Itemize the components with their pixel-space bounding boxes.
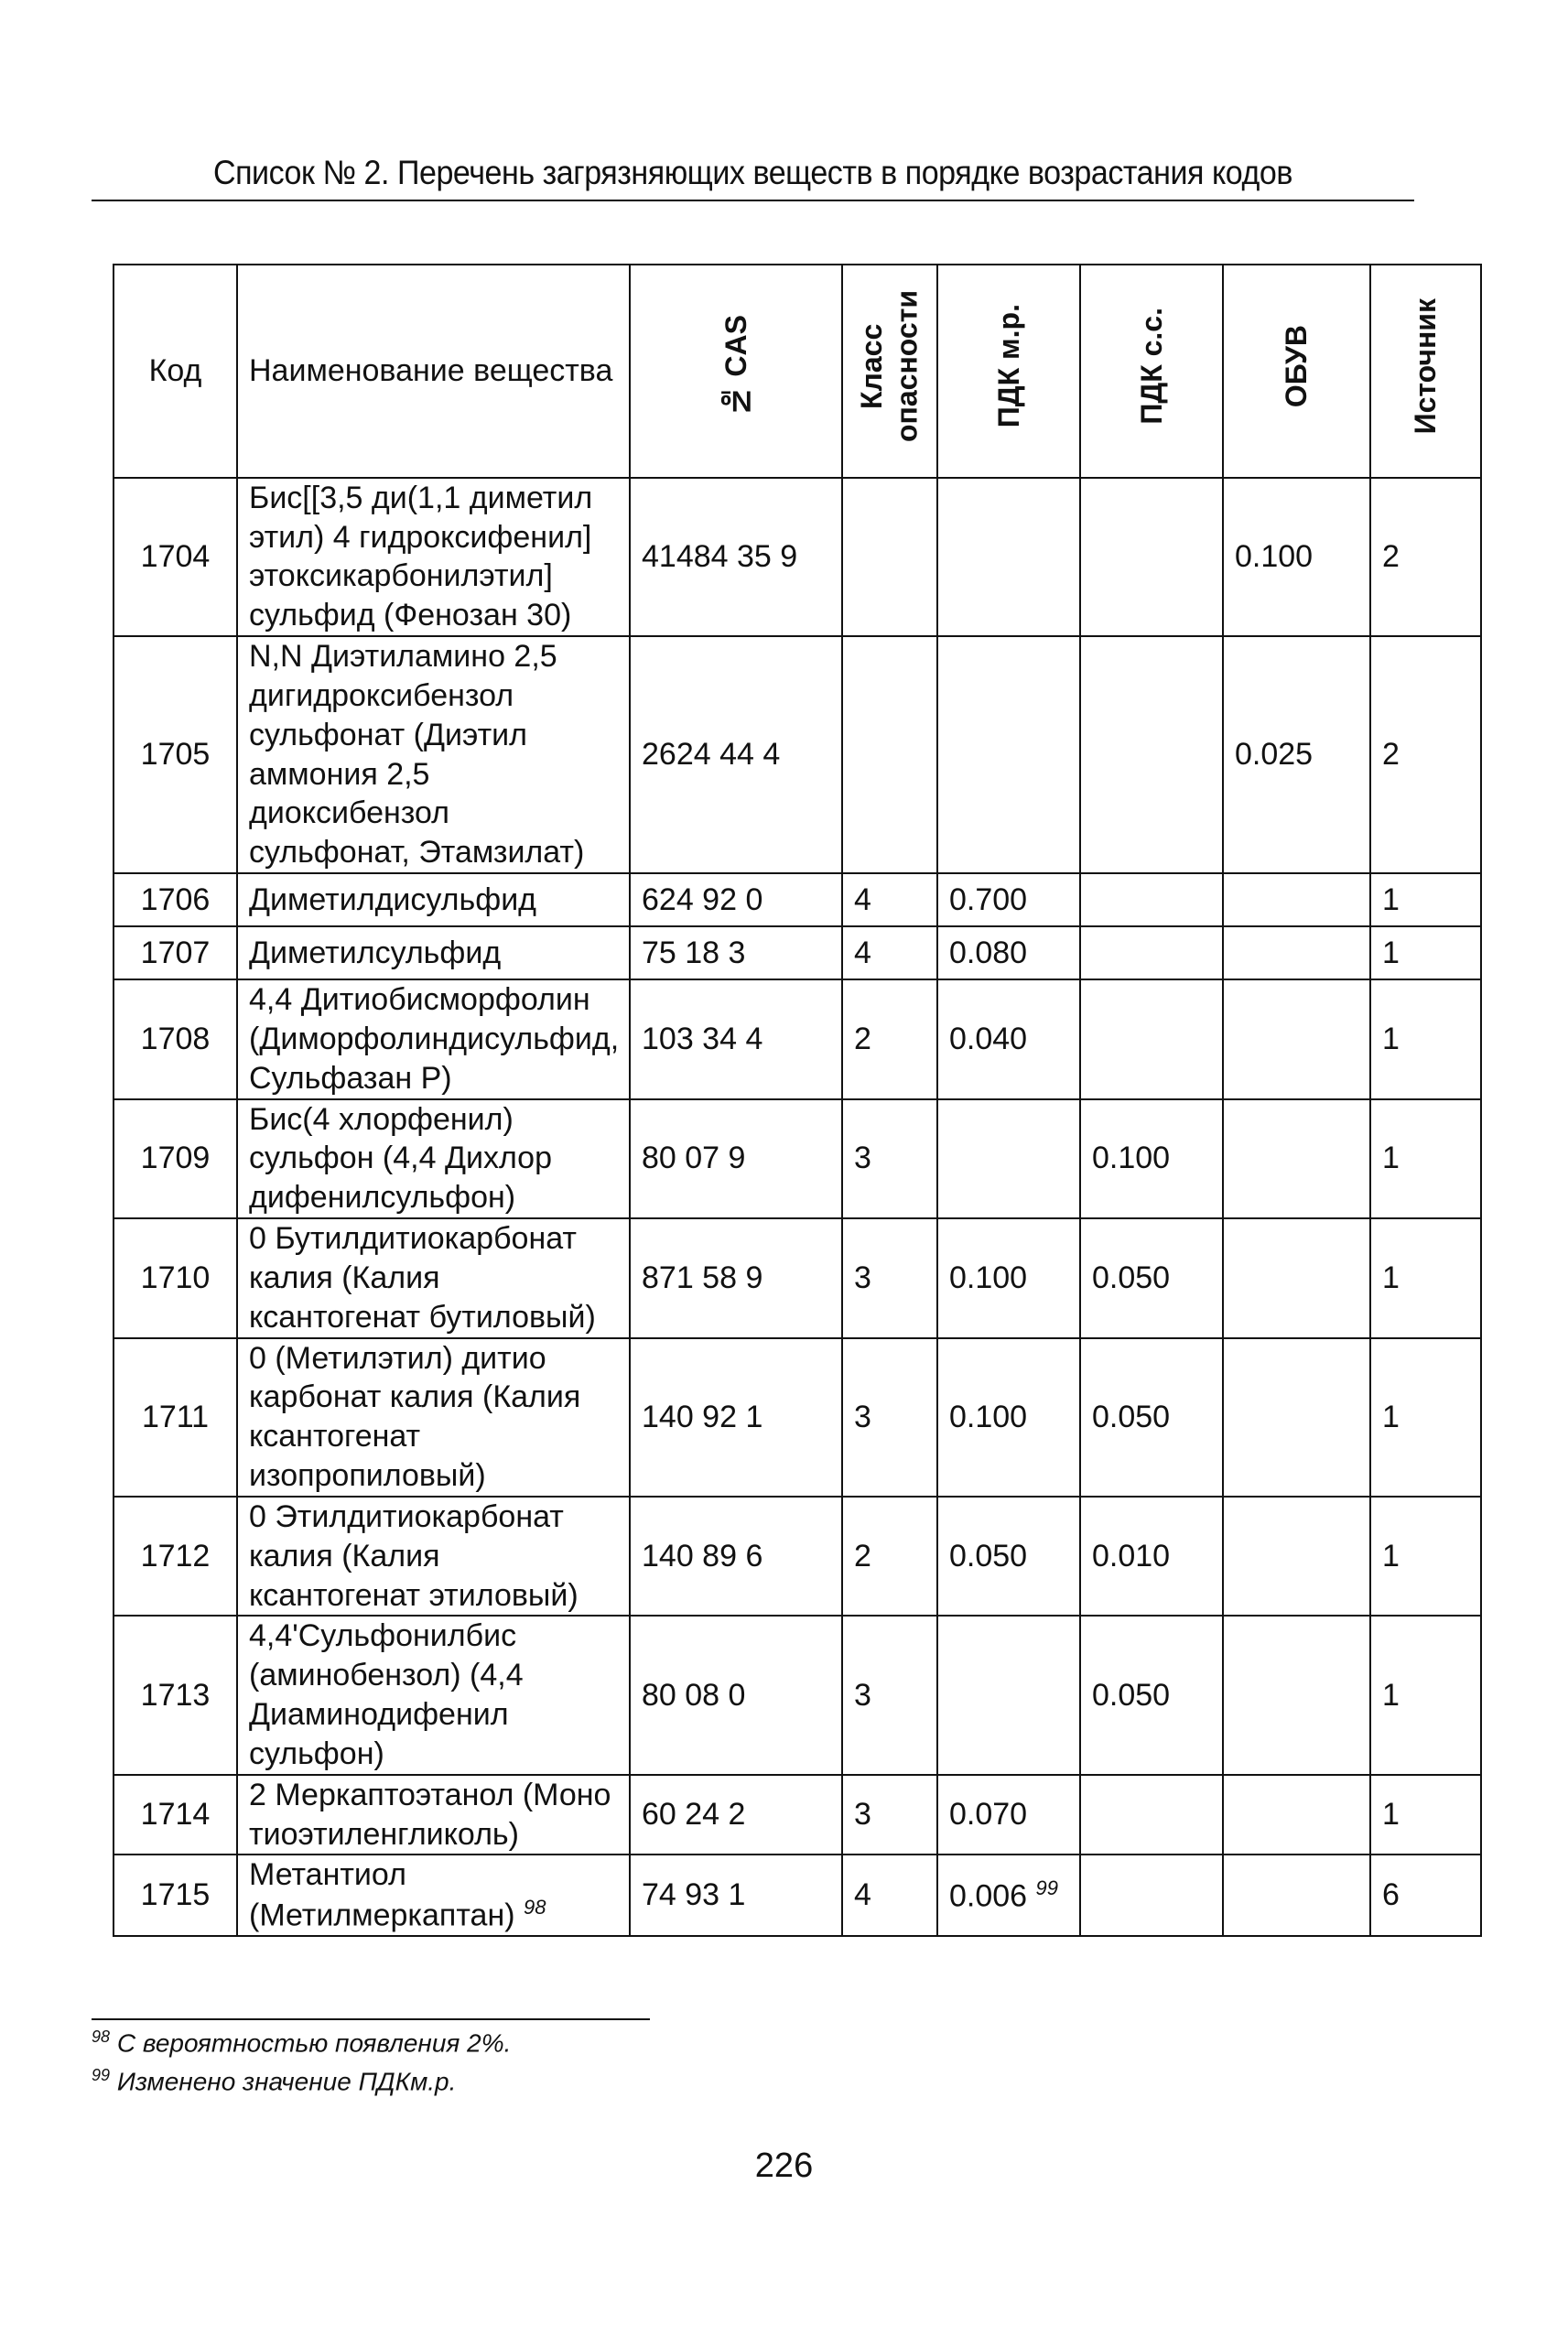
cell-obuv: 0.100 [1223, 478, 1370, 636]
cell-cas: 140 92 1 [630, 1338, 842, 1497]
cell-hazard-class: 4 [842, 873, 937, 926]
col-header-source [1370, 265, 1481, 478]
cell-cas: 2624 44 4 [630, 636, 842, 873]
cell-pdk-mr: 0.100 [937, 1338, 1080, 1497]
col-header-hazard-class [842, 265, 937, 478]
cell-pdk-mr: 0.100 [937, 1218, 1080, 1337]
page-title: Список № 2. Перечень загрязняющих веществ в порядке возрастания кодов [212, 154, 1293, 191]
col-header-cas [630, 265, 842, 478]
col-header-source-label: Источник [1409, 297, 1443, 435]
cell-obuv [1223, 1338, 1370, 1497]
cell-code: 1714 [114, 1775, 237, 1855]
table-header-row [114, 265, 1481, 478]
cell-cas: 80 07 9 [630, 1099, 842, 1218]
cell-pdk-mr [937, 1855, 1080, 1936]
cell-obuv [1223, 1497, 1370, 1616]
cell-name: 4,4'Сульфонилбис (аминобензол) (4,4 Диаминодифенил сульфон) [237, 1616, 630, 1774]
cell-name: 0 (Метилэтил) дитио карбонат калия (Калия ксантогенат изопропиловый) [237, 1338, 630, 1497]
table-row [114, 979, 1481, 1098]
cell-code: 1708 [114, 979, 237, 1098]
table-row [114, 1497, 1481, 1616]
cell-source: 1 [1370, 1775, 1481, 1855]
cell-obuv [1223, 1218, 1370, 1337]
cell-source: 1 [1370, 1616, 1481, 1774]
cell-code: 1711 [114, 1338, 237, 1497]
substances-table [113, 264, 1482, 1937]
cell-pdk-ss [1080, 873, 1223, 926]
col-header-hazard-class-label: Класс опасности [855, 289, 924, 443]
cell-pdk-mr-text: 0.006 [949, 1878, 1028, 1914]
cell-pdk-mr [937, 636, 1080, 873]
col-header-obuv [1223, 265, 1370, 478]
footnote-mark: 99 [92, 2066, 111, 2084]
cell-name [237, 1855, 630, 1936]
cell-source: 1 [1370, 926, 1481, 979]
table-row [114, 1616, 1481, 1774]
table-row [114, 873, 1481, 926]
col-header-pdk-ss [1080, 265, 1223, 478]
cell-source: 1 [1370, 1218, 1481, 1337]
cell-pdk-ss: 0.010 [1080, 1497, 1223, 1616]
col-header-cas-label: № CAS [719, 314, 752, 418]
cell-name-text: Метантиол (Метилмеркаптан) [249, 1857, 515, 1933]
cell-hazard-class [842, 478, 937, 636]
table-row [114, 1338, 1481, 1497]
cell-source: 1 [1370, 1497, 1481, 1616]
cell-cas: 41484 35 9 [630, 478, 842, 636]
cell-name: 0 Бутилдитиокарбонат калия (Калия ксантогенат бутиловый) [237, 1218, 630, 1337]
cell-obuv [1223, 1855, 1370, 1936]
cell-code: 1707 [114, 926, 237, 979]
cell-name: Бис[[3,5 ди(1,1 диметил этил) 4 гидроксифенил] этоксикарбонилэтил] сульфид (Фенозан 30) [237, 478, 630, 636]
cell-obuv [1223, 1099, 1370, 1218]
cell-cas: 624 92 0 [630, 873, 842, 926]
cell-hazard-class: 3 [842, 1099, 937, 1218]
page-number: 226 [754, 2147, 814, 2185]
footnote-rule [92, 2018, 650, 2020]
cell-source: 2 [1370, 636, 1481, 873]
cell-hazard-class: 3 [842, 1218, 937, 1337]
cell-pdk-ss: 0.050 [1080, 1338, 1223, 1497]
col-header-pdk-mr [937, 265, 1080, 478]
col-header-pdk-mr-label: ПДК м.р. [991, 304, 1025, 428]
cell-source: 2 [1370, 478, 1481, 636]
cell-pdk-ss: 0.100 [1080, 1099, 1223, 1218]
cell-cas: 75 18 3 [630, 926, 842, 979]
cell-pdk-ss: 0.050 [1080, 1218, 1223, 1337]
footnote-text: С вероятностью появления 2%. [116, 2028, 512, 2058]
cell-obuv: 0.025 [1223, 636, 1370, 873]
cell-cas: 60 24 2 [630, 1775, 842, 1855]
cell-source: 1 [1370, 979, 1481, 1098]
cell-pdk-ss: 0.050 [1080, 1616, 1223, 1774]
cell-name: N,N Диэтиламино 2,5 дигидроксибензол сульфонат (Диэтил аммония 2,5 диоксибензол сульфонат, Этамзилат) [237, 636, 630, 873]
footnote-mark: 98 [92, 2028, 111, 2046]
cell-pdk-mr: 0.040 [937, 979, 1080, 1098]
col-header-obuv-label: ОБУВ [1280, 324, 1314, 408]
cell-cas: 871 58 9 [630, 1218, 842, 1337]
footnote-text: Изменено значение ПДКм.р. [116, 2067, 457, 2096]
table-row [114, 1775, 1481, 1855]
cell-hazard-class [842, 636, 937, 873]
cell-source: 1 [1370, 1099, 1481, 1218]
table-row [114, 1855, 1481, 1936]
cell-pdk-ss [1080, 926, 1223, 979]
cell-hazard-class: 2 [842, 1497, 937, 1616]
cell-name: Диметилдисульфид [237, 873, 630, 926]
cell-code: 1713 [114, 1616, 237, 1774]
cell-source: 1 [1370, 1338, 1481, 1497]
cell-code: 1704 [114, 478, 237, 636]
cell-obuv [1223, 1616, 1370, 1774]
cell-cas: 74 93 1 [630, 1855, 842, 1936]
cell-pdk-mr [937, 1616, 1080, 1774]
cell-code: 1710 [114, 1218, 237, 1337]
cell-pdk-ss [1080, 478, 1223, 636]
table-row [114, 636, 1481, 873]
cell-name: Бис(4 хлорфенил) сульфон (4,4 Дихлор дифенилсульфон) [237, 1099, 630, 1218]
cell-code: 1709 [114, 1099, 237, 1218]
cell-code: 1715 [114, 1855, 237, 1936]
cell-cas: 80 08 0 [630, 1616, 842, 1774]
cell-code: 1705 [114, 636, 237, 873]
cell-cas: 140 89 6 [630, 1497, 842, 1616]
col-header-name: Наименование вещества [237, 265, 630, 478]
cell-name: Диметилсульфид [237, 926, 630, 979]
cell-pdk-mr: 0.700 [937, 873, 1080, 926]
cell-obuv [1223, 979, 1370, 1098]
table-row [114, 1218, 1481, 1337]
cell-obuv [1223, 926, 1370, 979]
cell-pdk-ss [1080, 1855, 1223, 1936]
footnote-ref-99[interactable]: 99 [1035, 1876, 1059, 1899]
cell-pdk-mr: 0.080 [937, 926, 1080, 979]
cell-pdk-mr [937, 1099, 1080, 1218]
cell-pdk-ss [1080, 1775, 1223, 1855]
cell-hazard-class: 4 [842, 926, 937, 979]
cell-obuv [1223, 1775, 1370, 1855]
cell-code: 1706 [114, 873, 237, 926]
cell-name: 2 Меркаптоэтанол (Моно тиоэтиленгликоль) [237, 1775, 630, 1855]
cell-hazard-class: 2 [842, 979, 937, 1098]
cell-pdk-ss [1080, 979, 1223, 1098]
cell-name: 4,4 Дитиобисморфолин (Диморфолиндисульфид, Сульфазан Р) [237, 979, 630, 1098]
table-row [114, 1099, 1481, 1218]
table-row [114, 926, 1481, 979]
cell-pdk-mr: 0.050 [937, 1497, 1080, 1616]
footnote-ref-98[interactable]: 98 [524, 1896, 546, 1919]
footnote-98 [92, 2028, 511, 2058]
cell-source: 6 [1370, 1855, 1481, 1936]
cell-name: 0 Этилдитиокарбонат калия (Калия ксантогенат этиловый) [237, 1497, 630, 1616]
header-rule [92, 200, 1414, 201]
footnote-99 [92, 2066, 456, 2096]
cell-hazard-class: 3 [842, 1616, 937, 1774]
cell-pdk-mr [937, 478, 1080, 636]
cell-obuv [1223, 873, 1370, 926]
cell-hazard-class: 3 [842, 1775, 937, 1855]
cell-pdk-ss [1080, 636, 1223, 873]
cell-code: 1712 [114, 1497, 237, 1616]
cell-source: 1 [1370, 873, 1481, 926]
col-header-code: Код [114, 265, 237, 478]
cell-hazard-class: 3 [842, 1338, 937, 1497]
cell-hazard-class: 4 [842, 1855, 937, 1936]
cell-cas: 103 34 4 [630, 979, 842, 1098]
col-header-pdk-ss-label: ПДК с.с. [1134, 308, 1168, 425]
cell-pdk-mr: 0.070 [937, 1775, 1080, 1855]
table-row [114, 478, 1481, 636]
